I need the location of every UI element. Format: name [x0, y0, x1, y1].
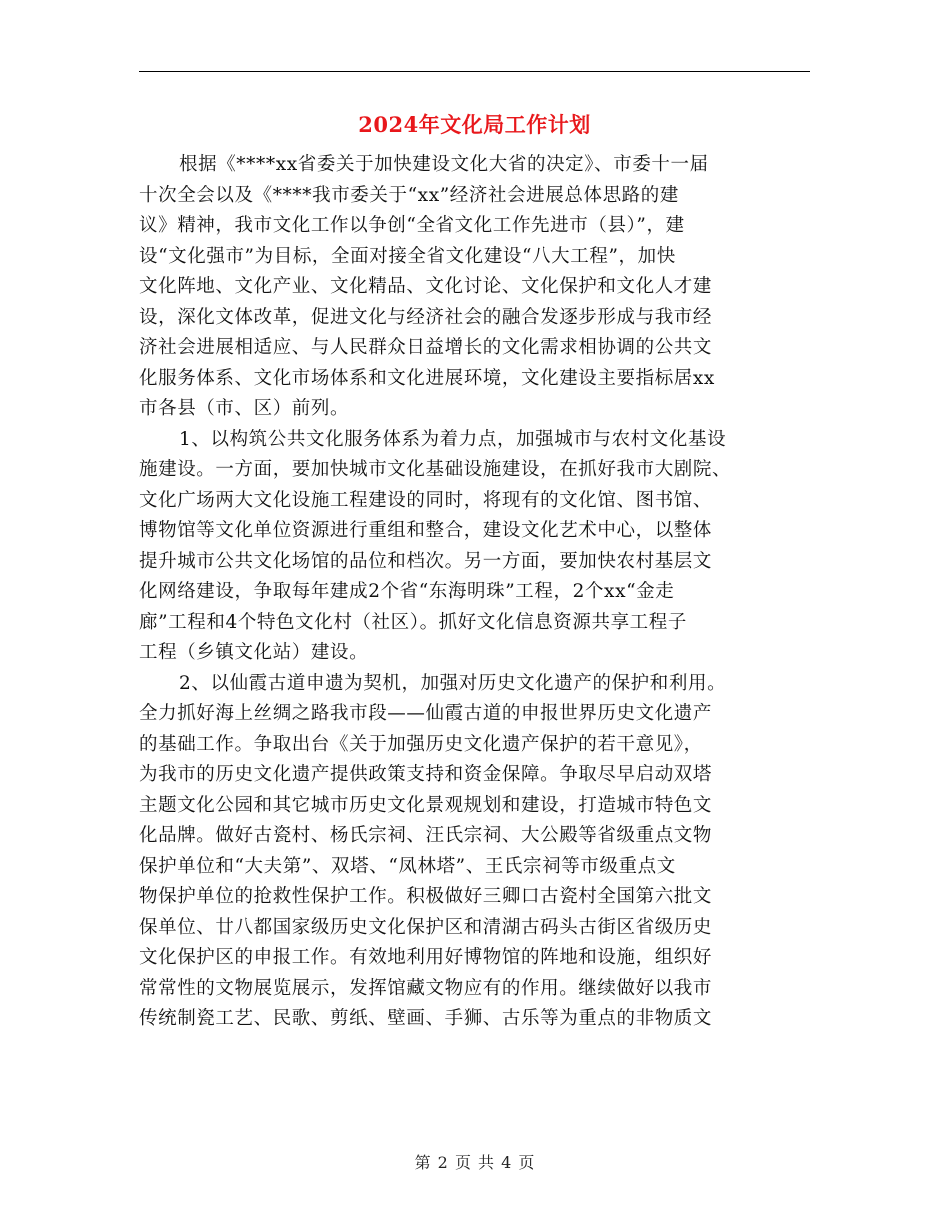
- text-line: 提升城市公共文化场馆的品位和档次。另一方面，要加快农村基层文: [139, 550, 713, 572]
- page-number: 第 2 页 共 4 页: [414, 1153, 536, 1172]
- text-line: 施建设。一方面，要加快城市文化基础设施建设，在抓好我市大剧院、: [139, 459, 732, 480]
- text-line: 2、以仙霞古道申遗为契机，加强对历史文化遗产的保护和利用。: [179, 672, 727, 694]
- text-line: 博物馆等文化单位资源进行重组和整合，建设文化艺术中心，以整体: [139, 520, 713, 541]
- text-line: 市各县（市、区）前列。: [139, 398, 350, 419]
- text-line: 文化保护区的申报工作。有效地利用好博物馆的阵地和设施，组织好: [139, 947, 713, 968]
- text-line: 传统制瓷工艺、民歌、剪纸、壁画、手狮、古乐等为重点的非物质文: [139, 1008, 713, 1029]
- text-line: 设“文化强市”为目标，全面对接全省文化建设“八大工程”，加快: [139, 245, 676, 267]
- text-line: 廊”工程和4个特色文化村（社区）。抓好文化信息资源共享工程子: [139, 611, 687, 633]
- text-line: 化服务体系、文化市场体系和文化进展环境，文化建设主要指标居xx: [139, 367, 715, 389]
- text-line: 物保护单位的抢救性保护工作。积极做好三卿口古瓷村全国第六批文: [139, 886, 713, 907]
- text-line: 设，深化文体改革，促进文化与经济社会的融合发逐步形成与我市经: [139, 306, 713, 328]
- text-line: 保护单位和“大夫第”、双塔、“凤林塔”、王氏宗祠等市级重点文: [139, 855, 676, 877]
- document-title: 2024年文化局工作计划: [358, 112, 591, 137]
- paragraph-item-1: [139, 425, 810, 669]
- text-line: 1、以构筑公共文化服务体系为着力点，加强城市与农村文化基设: [179, 428, 727, 450]
- text-line: 化品牌。做好古瓷村、杨氏宗祠、汪氏宗祠、大公殿等省级重点文物: [139, 825, 713, 846]
- text-line: 工程（乡镇文化站）建设。: [139, 642, 369, 663]
- document-body: [139, 150, 810, 1035]
- text-line: 文化阵地、文化产业、文化精品、文化讨论、文化保护和文化人才建: [139, 276, 713, 297]
- text-line: 为我市的历史文化遗产提供政策支持和资金保障。争取尽早启动双塔: [139, 764, 713, 785]
- text-line: 十次全会以及《****我市委关于“xx”经济社会进展总体思路的建: [139, 184, 679, 206]
- text-line: 济社会进展相适应、与人民群众日益增长的文化需求相协调的公共文: [139, 337, 713, 358]
- text-line: 的基础工作。争取出台《关于加强历史文化遗产保护的若干意见》，: [139, 733, 703, 755]
- paragraph-item-2: [139, 669, 810, 1035]
- text-line: 常常性的文物展览展示，发挥馆藏文物应有的作用。继续做好以我市: [139, 977, 713, 999]
- text-line: 主题文化公园和其它城市历史文化景观规划和建设，打造城市特色文: [139, 794, 713, 816]
- text-line: 议》精神，我市文化工作以争创“全省文化工作先进市（县）”，建: [139, 215, 685, 236]
- text-line: 化网络建设，争取每年建成2个省“东海明珠”工程，2个xx“金走: [139, 581, 675, 602]
- text-line: 保单位、廿八都国家级历史文化保护区和清湖古码头古街区省级历史: [139, 916, 713, 938]
- header-rule: [139, 71, 810, 72]
- text-line: 文化广场两大文化设施工程建设的同时，将现有的文化馆、图书馆、: [139, 489, 713, 511]
- text-line: 全力抓好海上丝绸之路我市段——仙霞古道的申报世界历史文化遗产: [139, 703, 713, 724]
- paragraph-intro: [139, 150, 810, 425]
- text-line: 根据《****xx省委关于加快建设文化大省的决定》、市委十一届: [179, 154, 709, 175]
